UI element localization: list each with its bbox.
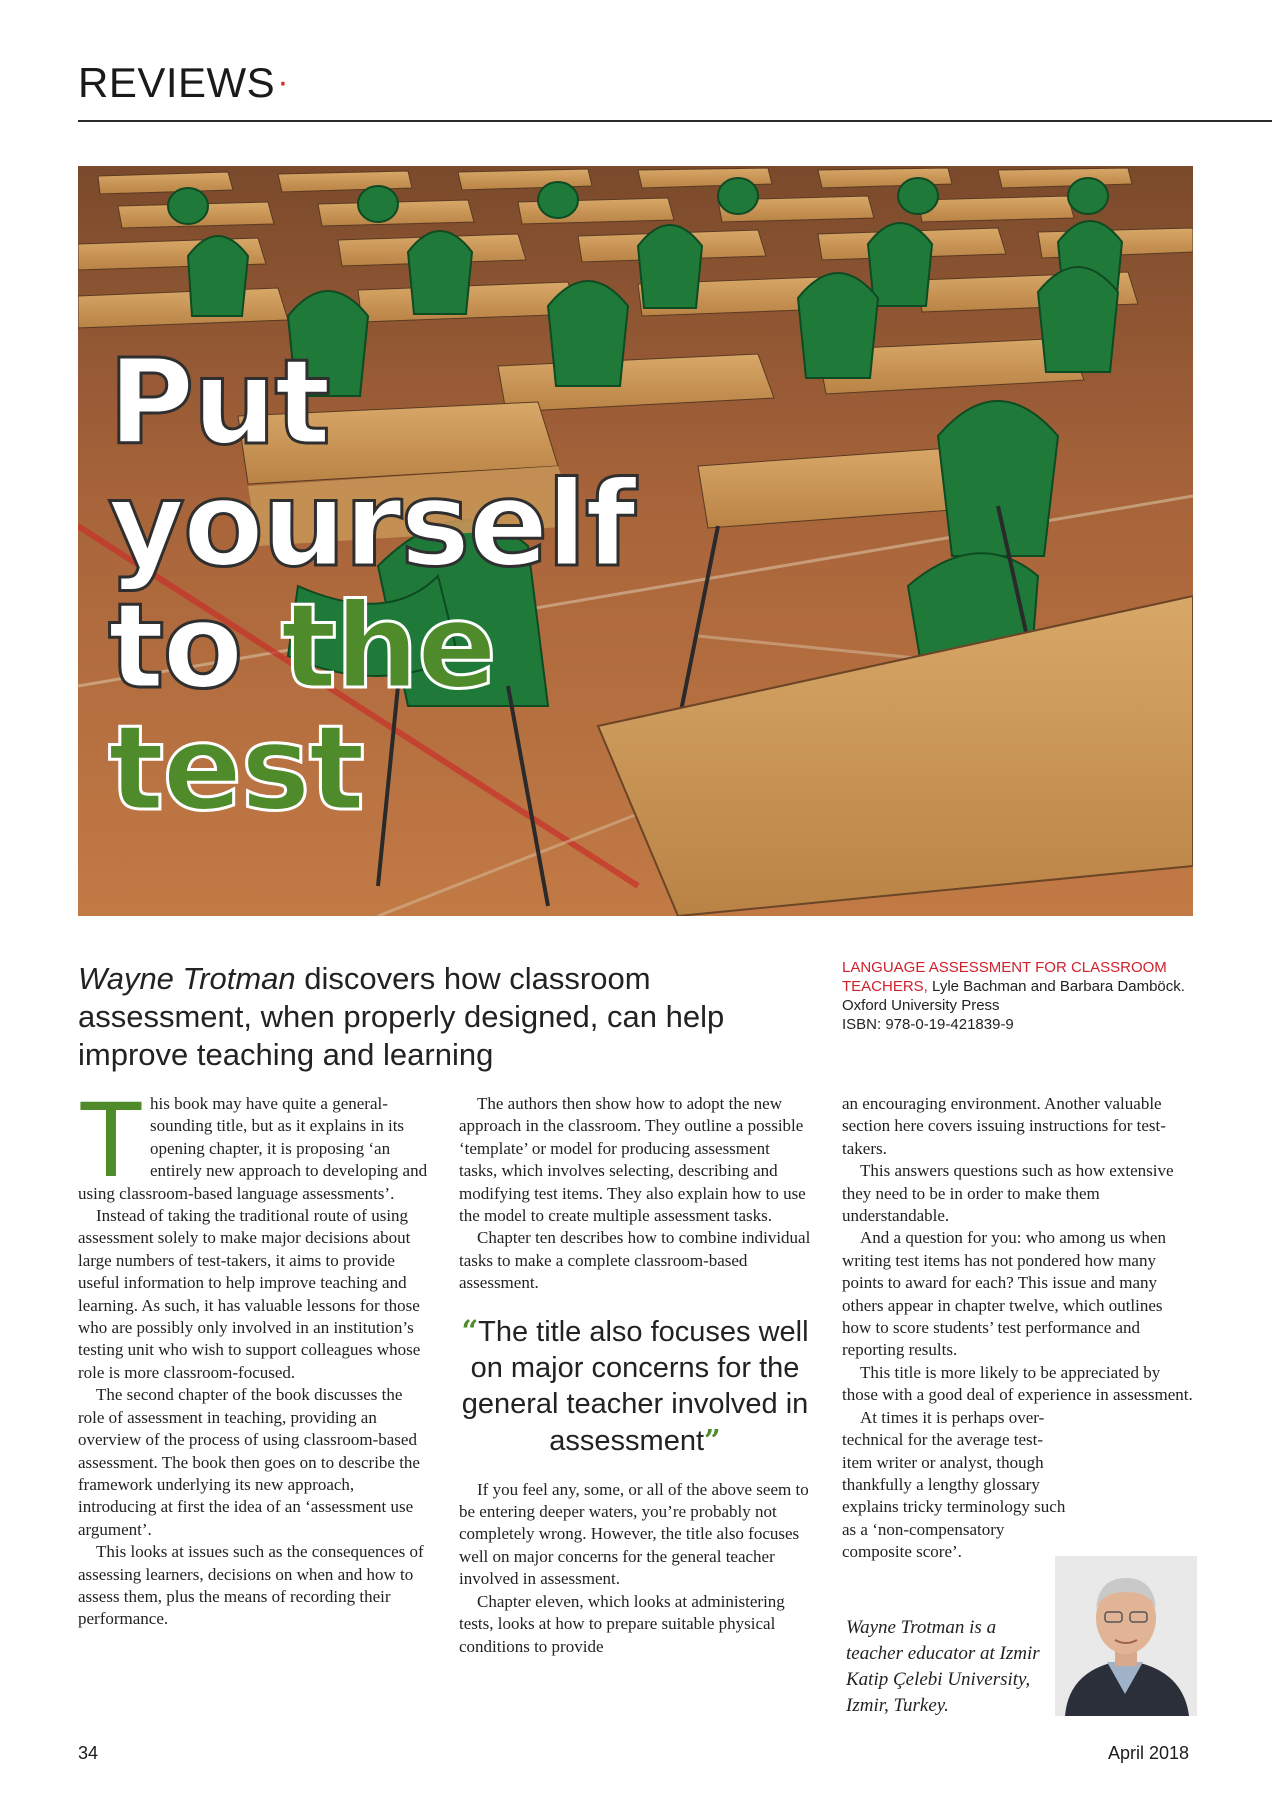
pull-quote-text: The title also focuses well on major concerns for the general teacher involved in assessment xyxy=(461,1315,809,1457)
header-rule xyxy=(78,120,1272,122)
open-quote-mark: “ xyxy=(461,1313,479,1348)
book-isbn: ISBN: 978-0-19-421839-9 xyxy=(842,1016,1014,1033)
close-quote-mark: ” xyxy=(704,1422,721,1457)
headline xyxy=(108,333,635,837)
paragraph: This book may have quite a general-sounding title, but as it explains in its opening chapter, it is proposing ‘an entirely new approach to developing and using classroom-based language assessments’. xyxy=(78,1078,428,1203)
issue-date: April 2018 xyxy=(1108,1743,1190,1763)
paragraph: If you feel any, some, or all of the above seem to be entering deeper waters, you’re probably not completely wrong. However, the title also focuses well on major concerns for the general teacher involved in assessment. xyxy=(459,1479,809,1589)
section-title: REVIEWS· xyxy=(78,59,290,106)
paragraph: This answers questions such as how extensive they need to be in order to make them understandable. xyxy=(842,1161,1174,1226)
paragraph: Instead of taking the traditional route of using assessment solely to make major decisions about large numbers of test-takers, it aims to provide useful information to help improve teaching and learning. As such, it has valuable lessons for those who are possibly only involved in an institution’s testing unit who wish to support colleagues whose role is more classroom-focused. xyxy=(78,1206,421,1382)
author-portrait xyxy=(1055,1556,1197,1716)
author-bio: Wayne Trotman is a teacher educator at Izmir Katip Çelebi University, Izmir, Turkey. xyxy=(846,1617,1040,1716)
author-photo xyxy=(1055,1556,1197,1716)
headline-line-4: test xyxy=(108,699,364,837)
standfirst xyxy=(78,960,778,1074)
page-number: 34 xyxy=(78,1743,99,1763)
paragraph: Chapter ten describes how to combine individual tasks to make a complete classroom-based assessment. xyxy=(459,1228,811,1293)
pull-quote xyxy=(459,1313,811,1459)
body-column-2 xyxy=(459,1093,811,1658)
headline-line-2: yourself xyxy=(108,455,635,593)
paragraph: an encouraging environment. Another valuable section here covers issuing instructions for test-takers. xyxy=(842,1094,1166,1158)
paragraph: The second chapter of the book discusses the role of assessment in teaching, providing an overview of the process of using classroom-based assessment. The book then goes on to describe the framework underlying its new approach, introducing at first the idea of an ‘assessment use argument’. xyxy=(78,1385,420,1539)
paragraph: This looks at issues such as the consequences of assessing learners, decisions on when and how to assess them, plus the means of recording their performance. xyxy=(78,1542,424,1629)
book-info xyxy=(842,958,1202,1034)
body-column-1 xyxy=(78,1078,430,1631)
paragraph: At times it is perhaps over-technical for the average test-item writer or analyst, though thankfully a lengthy glossary explains tricky terminology such as a ‘non-compensatory composite score’. xyxy=(842,1407,1066,1562)
book-details: Lyle Bachman and Barbara Damböck. Oxford University Press xyxy=(842,978,1185,1014)
paragraph: And a question for you: who among us when writing test items has not pondered how many points to award for each? This issue and many others appear in chapter twelve, which outlines how to score students’ test performance and reporting results. xyxy=(842,1228,1166,1360)
body-column-3 xyxy=(842,1093,1194,1564)
standfirst-author: Wayne Trotman xyxy=(78,961,296,996)
section-dot: · xyxy=(277,63,290,101)
drop-cap: T xyxy=(78,1078,144,1199)
paragraph: Chapter eleven, which looks at administering tests, looks at how to prepare suitable physical conditions to provide xyxy=(459,1591,785,1656)
paragraph: This title is more likely to be appreciated by those with a good deal of experience in assessment. xyxy=(842,1362,1193,1405)
hero-photo xyxy=(78,166,1193,916)
standfirst-text: discovers how classroom assessment, when properly designed, can help improve teaching and learning xyxy=(78,961,725,1072)
headline-line-3a: to xyxy=(108,577,242,715)
headline-line-1: Put xyxy=(108,333,329,471)
book-title: LANGUAGE ASSESSMENT FOR CLASSROOM TEACHERS, xyxy=(842,959,1167,995)
paragraph: The authors then show how to adopt the new approach in the classroom. They outline a possible ‘template’ or model for producing assessment tasks, which involves selecting, describing and modifying test items. They also explain how to use the model to create multiple assessment tasks. xyxy=(459,1094,806,1226)
headline-line-3b: the xyxy=(280,577,496,715)
